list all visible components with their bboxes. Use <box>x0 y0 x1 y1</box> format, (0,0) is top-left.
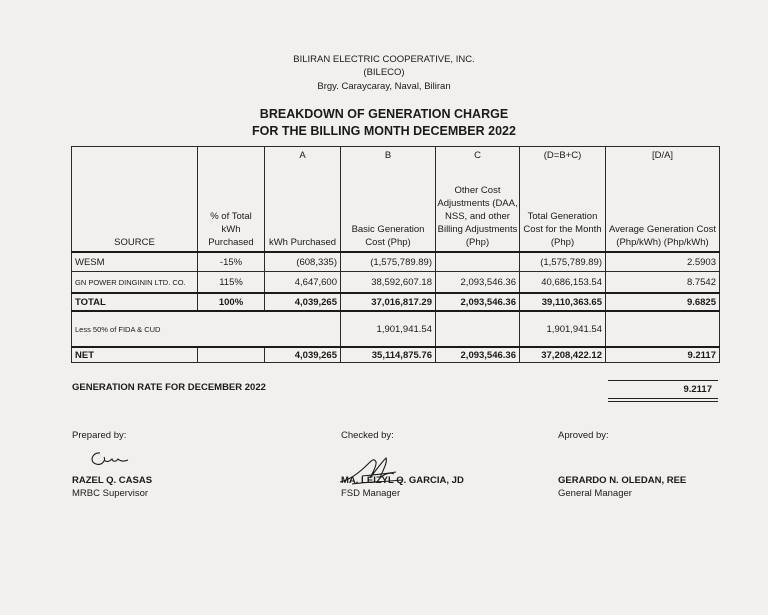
cell-basic: 37,016,817.29 <box>341 293 436 311</box>
cell-basic: (1,575,789.89) <box>341 252 436 272</box>
cell-percent <box>198 347 265 363</box>
doc-title-line1: BREAKDOWN OF GENERATION CHARGE <box>259 107 509 121</box>
table-row <box>72 252 720 272</box>
cell-other: 2,093,546.36 <box>436 293 520 311</box>
cell-total: (1,575,789.89) <box>520 252 606 272</box>
col-header-b: B Basic Generation Cost (Php) <box>341 147 436 253</box>
cell-kwh: 4,039,265 <box>265 293 341 311</box>
approved-by-position: General Manager <box>558 488 632 499</box>
cell-total: 1,901,941.54 <box>520 311 606 347</box>
prepared-by-name: RAZEL Q. CASAS <box>72 475 153 486</box>
prepared-by-label: Prepared by: <box>72 430 127 441</box>
cell-total: 39,110,363.65 <box>520 293 606 311</box>
col-header-c: C Other Cost Adjustments (DAA, NSS, and other Billing Adjustments (Php) <box>436 147 520 253</box>
cell-kwh: (608,335) <box>265 252 341 272</box>
cell-source: TOTAL <box>72 293 198 311</box>
cell-other: 2,093,546.36 <box>436 272 520 294</box>
prepared-signature <box>86 448 136 470</box>
cell-kwh: 4,039,265 <box>265 347 341 363</box>
cell-source: GN POWER DINGININ LTD. CO. <box>72 272 198 294</box>
cell-other <box>436 311 520 347</box>
col-header-source: SOURCE <box>72 147 198 253</box>
table-row <box>72 272 720 294</box>
cell-source: NET <box>72 347 198 363</box>
approved-by-name: GERARDO N. OLEDAN, REE <box>558 475 687 486</box>
cell-basic: 1,901,941.54 <box>341 311 436 347</box>
table-total-row <box>72 293 720 311</box>
org-abbr: (BILECO) <box>363 67 405 78</box>
cell-avg: 9.6825 <box>606 293 720 311</box>
cell-total: 37,208,422.12 <box>520 347 606 363</box>
cell-percent: -15% <box>198 252 265 272</box>
generation-rate-label: GENERATION RATE FOR DECEMBER 2022 <box>72 382 266 393</box>
cell-avg: 8.7542 <box>606 272 720 294</box>
checked-by-position: FSD Manager <box>341 488 401 499</box>
table-less-row <box>72 311 720 347</box>
checked-by-name: MA. LEIZYL Q. GARCIA, JD <box>341 475 464 486</box>
cell-other <box>436 252 520 272</box>
col-header-a: A kWh Purchased <box>265 147 341 253</box>
table-header-row <box>72 147 720 253</box>
cell-basic: 38,592,607.18 <box>341 272 436 294</box>
cell-avg: 2.5903 <box>606 252 720 272</box>
approved-by-label: Aproved by: <box>558 430 609 441</box>
prepared-by-position: MRBC Supervisor <box>72 488 149 499</box>
table-net-row <box>72 347 720 363</box>
checked-signature <box>332 452 422 492</box>
cell-percent: 100% <box>198 293 265 311</box>
generation-charge-table <box>71 146 720 363</box>
org-name: BILIRAN ELECTRIC COOPERATIVE, INC. <box>293 54 475 65</box>
col-header-d: (D=B+C) Total Generation Cost for the Month (Php) <box>520 147 606 253</box>
col-header-e: [D/A] Average Generation Cost (Php/kWh) (Php/kWh) <box>606 147 720 253</box>
double-underline <box>608 401 718 402</box>
doc-title-line2: FOR THE BILLING MONTH DECEMBER 2022 <box>252 124 516 138</box>
cell-total: 40,686,153.54 <box>520 272 606 294</box>
cell-less-label: Less 50% of FIDA & CUD <box>72 311 341 347</box>
col-header-percent: % of Total kWh Purchased <box>198 147 265 253</box>
cell-source: WESM <box>72 252 198 272</box>
cell-basic: 35,114,875.76 <box>341 347 436 363</box>
double-underline <box>608 398 718 399</box>
cell-kwh: 4,647,600 <box>265 272 341 294</box>
org-address: Brgy. Caraycaray, Naval, Biliran <box>317 81 451 92</box>
cell-percent: 115% <box>198 272 265 294</box>
cell-avg: 9.2117 <box>606 347 720 363</box>
generation-rate-box <box>608 380 718 395</box>
generation-rate-value: 9.2117 <box>683 384 712 395</box>
checked-by-label: Checked by: <box>341 430 394 441</box>
cell-other: 2,093,546.36 <box>436 347 520 363</box>
cell-avg <box>606 311 720 347</box>
